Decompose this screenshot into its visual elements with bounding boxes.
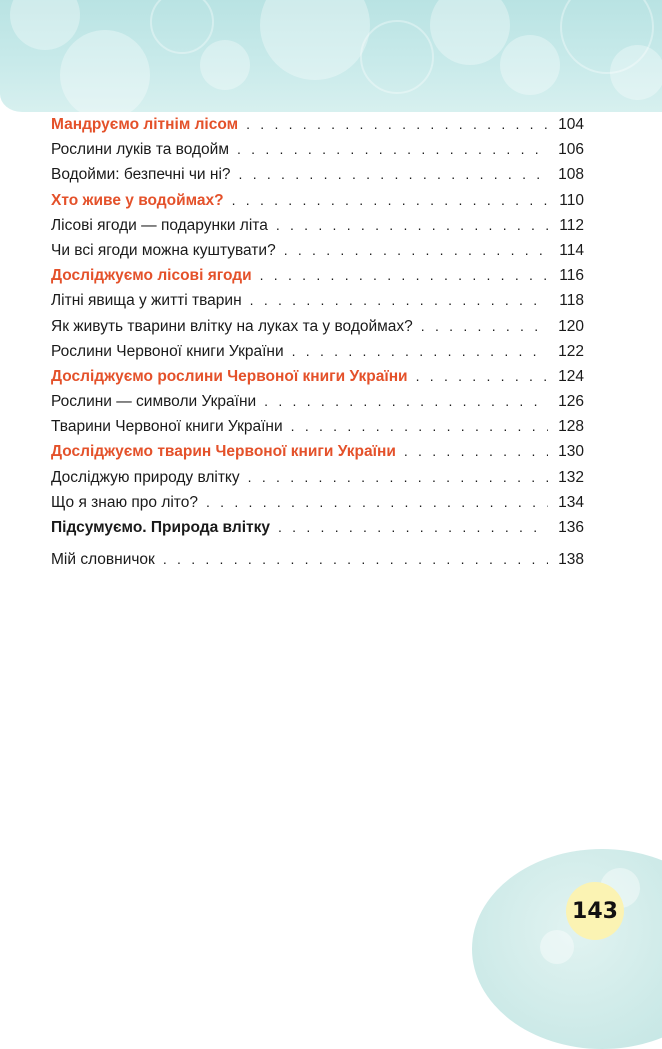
toc-title: Тварини Червоної книги України (51, 418, 283, 436)
decor-bubble (430, 0, 510, 65)
toc-title: Рослини Червоної книги України (51, 342, 284, 360)
toc-page: 106 (558, 141, 584, 159)
toc-title: Як живуть тварини влітку на луках та у водоймах? (51, 317, 413, 335)
toc-title: Водойми: безпечні чи ні? (51, 166, 231, 184)
dot-leader (416, 368, 548, 384)
decor-bubble (10, 0, 80, 50)
toc-row[interactable] (51, 469, 584, 494)
toc-row[interactable] (51, 494, 584, 519)
toc-title: Досліджую природу влітку (51, 468, 240, 486)
decor-bubble (610, 45, 662, 100)
toc-page: 138 (558, 551, 584, 569)
dot-leader (239, 166, 548, 182)
dot-leader (278, 519, 548, 535)
table-of-contents (51, 116, 584, 576)
decor-bubble (200, 40, 250, 90)
toc-page: 112 (559, 216, 584, 234)
toc-title: Досліджуємо рослини Червоної книги України (51, 367, 408, 385)
toc-title: Мандруємо літнім лісом (51, 116, 239, 133)
dot-leader (246, 116, 548, 132)
toc-page: 118 (559, 292, 584, 310)
decor-bubble (260, 0, 370, 80)
toc-row[interactable] (51, 242, 584, 267)
page-number: 143 (572, 898, 618, 924)
toc-page: 132 (558, 468, 584, 486)
toc-title: Досліджуємо лісові ягоди (51, 267, 252, 285)
toc-row[interactable] (51, 292, 584, 317)
toc-row[interactable] (51, 519, 584, 544)
toc-page: 128 (558, 418, 584, 436)
toc-row[interactable] (51, 267, 584, 292)
toc-page: 122 (558, 342, 584, 360)
toc-title: Підсумуємо. Природа влітку (51, 519, 270, 536)
dot-leader (264, 393, 548, 409)
dot-leader (404, 443, 548, 459)
toc-title: Чи всі ягоди можна куштувати? (51, 241, 276, 259)
dot-leader (291, 418, 548, 434)
toc-row[interactable] (51, 116, 584, 141)
toc-page: 130 (558, 443, 584, 461)
toc-page: 114 (559, 241, 584, 259)
dot-leader (250, 292, 548, 308)
toc-row[interactable] (51, 418, 584, 443)
toc-page: 104 (558, 116, 584, 133)
decor-bubble (150, 0, 214, 54)
toc-title: Літні явища у житті тварин (51, 292, 242, 310)
toc-row[interactable] (51, 551, 584, 576)
toc-title: Рослини луків та водойм (51, 141, 229, 159)
toc-page: 134 (558, 493, 584, 511)
dot-leader (248, 469, 548, 485)
header-band (0, 0, 662, 112)
toc-page: 120 (558, 317, 584, 335)
toc-title: Що я знаю про літо? (51, 493, 198, 511)
dot-leader (163, 551, 548, 567)
dot-leader (260, 267, 548, 283)
dot-leader (421, 318, 548, 334)
toc-row[interactable] (51, 192, 584, 217)
toc-title: Мій словничок (51, 551, 155, 569)
dot-leader (292, 343, 548, 359)
dot-leader (232, 192, 548, 208)
toc-row[interactable] (51, 443, 584, 468)
decor-bubble (60, 30, 150, 112)
dot-leader (276, 217, 548, 233)
dot-leader (284, 242, 548, 258)
page-number-badge (566, 882, 624, 940)
dot-leader (206, 494, 548, 510)
toc-row[interactable] (51, 141, 584, 166)
toc-row[interactable] (51, 166, 584, 191)
toc-row[interactable] (51, 343, 584, 368)
toc-row[interactable] (51, 318, 584, 343)
decor-bubble (500, 35, 560, 95)
dot-leader (237, 141, 548, 157)
toc-row[interactable] (51, 217, 584, 242)
toc-title: Хто живе у водоймах? (51, 191, 224, 209)
toc-page: 108 (558, 166, 584, 184)
toc-page: 116 (559, 267, 584, 285)
toc-page: 110 (559, 191, 584, 209)
decor-bubble (360, 20, 434, 94)
toc-page: 124 (558, 367, 584, 385)
toc-row[interactable] (51, 368, 584, 393)
toc-title: Досліджуємо тварин Червоної книги України (51, 443, 396, 461)
toc-page: 126 (558, 393, 584, 411)
decor-bubble (540, 930, 574, 964)
toc-page: 136 (558, 519, 584, 536)
toc-row[interactable] (51, 393, 584, 418)
toc-title: Рослини — символи України (51, 393, 257, 411)
toc-title: Лісові ягоди — подарунки літа (51, 216, 268, 234)
